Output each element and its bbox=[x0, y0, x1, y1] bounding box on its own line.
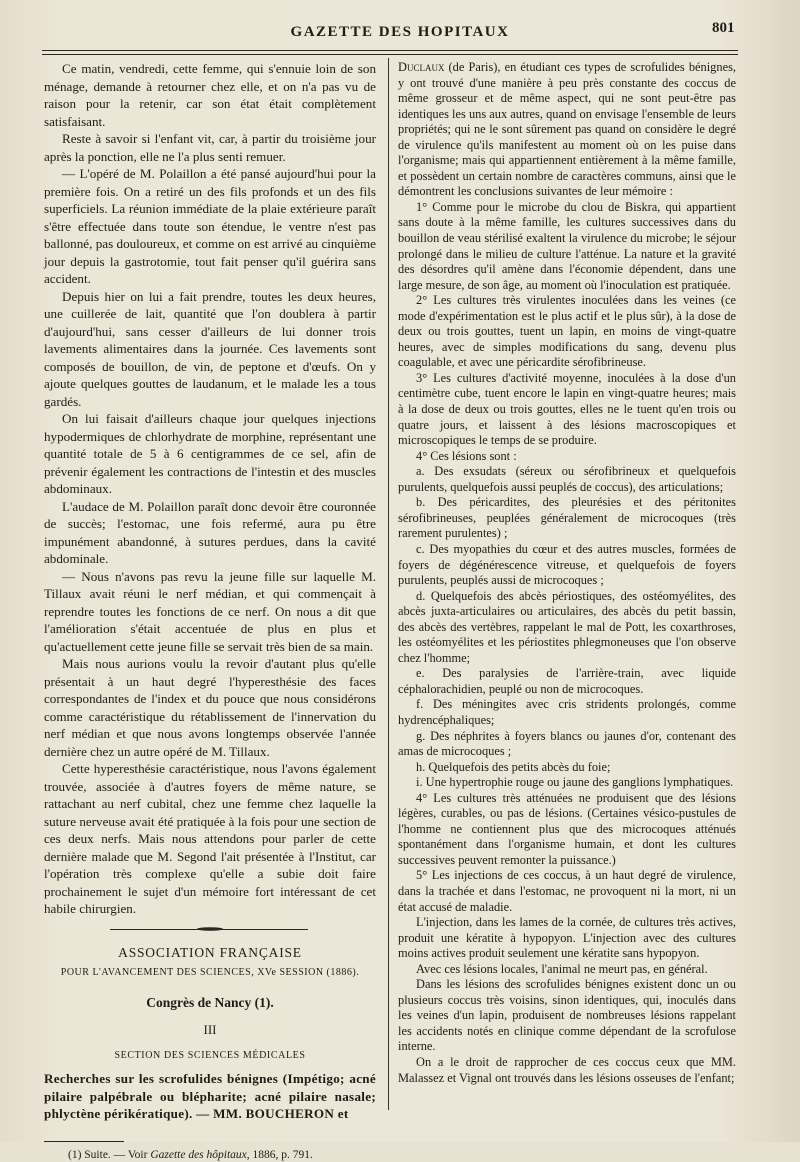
paragraph: Dans les lésions des scrofulides bénignes existent donc un ou plusieurs coccus très voisins, sinon identiques, qui, inoculés dans les veines d'un lapin, produisent de nombreuses lésions rappelant les accidents notés en clinique comme dépendant de la scrofulose interne. bbox=[398, 977, 736, 1054]
paragraph: Reste à savoir si l'enfant vit, car, à partir du troisième jour après la ponction, elle ne l'a plus senti remuer. bbox=[44, 131, 376, 164]
header-rule bbox=[42, 50, 738, 55]
paragraph: Depuis hier on lui a fait prendre, toutes les deux heures, une cuillerée de lait, quantité que l'on doublera à partir d'aujourd'hui, sans cesser d'ailleurs de lui donner trois lavements alimentaires dans la journée. Ces lavements sont composés de bouillon, de vin, de peptone et d'œufs. On y ajoute quelques gouttes de laudanum, et le malade les a tous gardés. bbox=[44, 288, 376, 409]
paragraph: 4° Les cultures très atténuées ne produisent que des lésions légères, curables, ou pas de lésions. (Certaines vésico-pustules de l'homme ne contiennent plus que des microcoques atténués spontanément dans l'organisme humain, et dont les cultures successives peuvent remonter la puissance.) bbox=[398, 790, 736, 867]
paragraph: — L'opéré de M. Polaillon a été pansé aujourd'hui pour la première fois. On a retiré un des fils profonds et un des fils superficiels. La réunion immédiate de la plaie extérieure paraît s'être effectuée dans toute son étendue, le ventre n'est pas ballonné, pas douloureux, et comme on est arrivé au cinquième jour depuis la gastrotomie, tout fait penser qu'il guérira sans accident. bbox=[44, 166, 376, 286]
paragraph: 1° Comme pour le microbe du clou de Biskra, qui appartient sans doute à la même famille, les cultures successives dans du bouillon de veau stérilisé exaltent la virulence du microbe; le séjour prolongé dans le milieu de culture l'atténue. La nature et la gravité des désordres qu'il amène dans l'économie dépendent, dans une large mesure, de son âge, au moment où l'inoculation est pratiquée. bbox=[398, 199, 736, 292]
paragraph: L'injection, dans les lames de la cornée, de cultures très actives, produit une kératite à hypopyon. L'injection avec des cultures moins actives produit seulement une kératite sans hypopyon. bbox=[398, 915, 736, 961]
roman-numeral: III bbox=[203, 1022, 217, 1037]
paragraph: L'audace de M. Polaillon paraît donc devoir être couronnée de succès; l'estomac, une fois refermé, aura pu être impunément abandonné, à sutures perdues, dans la cavité abdominale. bbox=[44, 498, 376, 566]
congres-title: Congrès de Nancy (1). bbox=[146, 994, 274, 1010]
paragraph: — Nous n'avons pas revu la jeune fille sur laquelle M. Tillaux avait réuni le nerf médian, et qui commençait à reprendre toutes les fonctions de ce nerf. On nous a dit que l'amélioration s'était accentuée de plus en plus et qu'actuellement cette jeune fille se servait très bien de sa main. bbox=[44, 568, 376, 654]
paragraph: On lui faisait d'ailleurs chaque jour quelques injections hypodermiques de chlorhydrate de morphine, représentant une quantité totale de 5 à 6 centigrammes de ce sel, afin de prévenir également les contractions de l'intestin et des muscles abdominaux. bbox=[44, 411, 376, 496]
footnote-rule bbox=[44, 1141, 124, 1142]
list-item: i. Une hypertrophie rouge ou jaune des ganglions lymphatiques. bbox=[416, 775, 734, 790]
paragraph: Cette hyperesthésie caractéristique, nous l'avons également trouvée, associée à d'autres foyers de même nature, se rattachant au nerf cubital, chez une femme chez laquelle la suture nerveuse avait été pratiquée à la fois pour une section de ces deux nerfs. Mais nous attendons pour parler de cette dernière malade que M. Segond l'ait présentée à l'Institut, car l'opération très complexe qu'elle a subie doit faire prochainement le sujet d'un mémoire fort intéressant de cet habile chirurgien. bbox=[44, 761, 376, 916]
list-item: d. Quelquefois des abcès périostiques, des ostéomyélites, des abcès juxta-articulaires ou articulaires, des abcès du petit bassin, des abcès des vertèbres, rappelant le mal de Pott, les coxarthroses, les ostéomyélites et les périostites phlegmoneuses que l'on observe chez l'homme; bbox=[398, 588, 736, 665]
paragraph: Mais nous aurions voulu la revoir d'autant plus qu'elle présentait à un haut degré l'hyperesthésie des faces correspondantes de l'index et du pouce que nous considérons comme caractéristique du rétablissement de l'innervation du nerf médian et que nous avons longtemps observée l'année dernière chez un autre opéré de M. Tillaux. bbox=[44, 656, 376, 759]
paragraph: Avec ces lésions locales, l'animal ne meurt pas, en général. bbox=[416, 961, 708, 976]
list-item: g. Des néphrites à foyers blancs ou jaunes d'or, contenant des amas de microcoques ; bbox=[398, 728, 736, 759]
left-column bbox=[44, 60, 376, 1162]
list-item: c. Des myopathies du cœur et des autres muscles, formées de foyers de dégénérescence vitreuse, et quelquefois de foyers purulents, peuplés aussi de microcoques ; bbox=[398, 541, 736, 588]
footnote: (1) Suite. — Voir Gazette des hôpitaux, 1886, p. 791. bbox=[68, 1148, 313, 1161]
paragraph: 3° Les cultures d'activité moyenne, inoculées à la dose d'un centimètre cube, tuent encore le lapin en vingt-quatre heures; mais à la dose de deux ou trois gouttes, elles ne le tuent qu'en trois ou quatre jours, et laissent à des lésions macroscopiques et microscopiques le temps de se produire. bbox=[398, 370, 736, 448]
column-divider bbox=[388, 58, 389, 1110]
paragraph: 2° Les cultures très virulentes inoculées dans les veines (ce mode d'expérimentation est le plus actif et le plus sûr), à la dose de deux ou trois gouttes, tuent un lapin, en moins de vingt-quatre heures, avec de simples modifications du sang, devenu plus coagulable, et avec une péricardite sérofibrineuse. bbox=[398, 293, 736, 370]
page-number: 801 bbox=[712, 20, 735, 36]
paragraph: 5° Les injections de ces coccus, à un haut degré de virulence, dans la trachée et dans l'estomac, ne provoquent ni la mort, ni un état accusé de maladie. bbox=[398, 868, 736, 914]
right-column bbox=[398, 60, 736, 1086]
paragraph: Ce matin, vendredi, cette femme, qui s'ennuie loin de son ménage, demande à retourner chez elle, et on n'a pas vu de raison pour la retenir, car son état était complètement satisfaisant. bbox=[44, 61, 376, 129]
list-item: e. Des paralysies de l'arrière-train, avec liquide céphalorachidien, peuplé ou non de microcoques. bbox=[398, 666, 736, 696]
association-title: ASSOCIATION FRANÇAISE bbox=[118, 944, 302, 960]
paragraph: 4° Ces lésions sont : bbox=[416, 448, 517, 463]
paragraph: On a le droit de rapprocher de ces coccus ceux que MM. Malassez et Vignal ont trouvés dans les lésions osseuses de l'enfant; bbox=[398, 1055, 736, 1085]
list-item: b. Des péricardites, des pleurésies et des péritonites sérofibrineuses, peuplées généralement de microcoques (très rarement purulentes) ; bbox=[398, 495, 736, 541]
article-heading: Recherches sur les scrofulides bénignes (Impétigo; acné pilaire palpébrale ou blépharite; acné pilaire nasale; phlyctène périkératique). — MM. BOUCHERON et bbox=[44, 1071, 376, 1121]
ornament-divider bbox=[44, 925, 376, 935]
list-item: f. Des méningites avec cris stridents prolongés, comme hydrencéphaliques; bbox=[398, 697, 736, 727]
association-subtitle: POUR L'AVANCEMENT DES SCIENCES, XVe SESSION (1886). bbox=[60, 967, 360, 978]
list-item: h. Quelquefois des petits abcès du foie; bbox=[416, 759, 611, 774]
paragraph: Duclaux (de Paris), en étudiant ces types de scrofulides bénignes, y ont trouvé d'une manière à peu près constante des coccus de même grosseur et de même aspect, qui ne sont peut-être pas identiques les uns aux autres, quand on envisage l'ensemble de leurs propriétés; qui ne le sont sûrement pas quand on considère le degré de virulence qu'ils manifestent au moment où on les puise dans l'organisme; mais qui appartiennent entièrement à la même famille, et possèdent un certain nombre de caractères communs, ainsi que le démontrent les conclusions suivantes de leur mémoire : bbox=[398, 60, 736, 199]
running-title: GAZETTE DES HOPITAUX bbox=[290, 24, 510, 40]
section-title: SECTION DES SCIENCES MÉDICALES bbox=[114, 1049, 306, 1061]
author-name: Duclaux bbox=[398, 60, 445, 74]
list-item: a. Des exsudats (séreux ou sérofibrineux et quelquefois purulents, quelquefois aussi peuplés de coccus), des articulations; bbox=[398, 464, 736, 494]
